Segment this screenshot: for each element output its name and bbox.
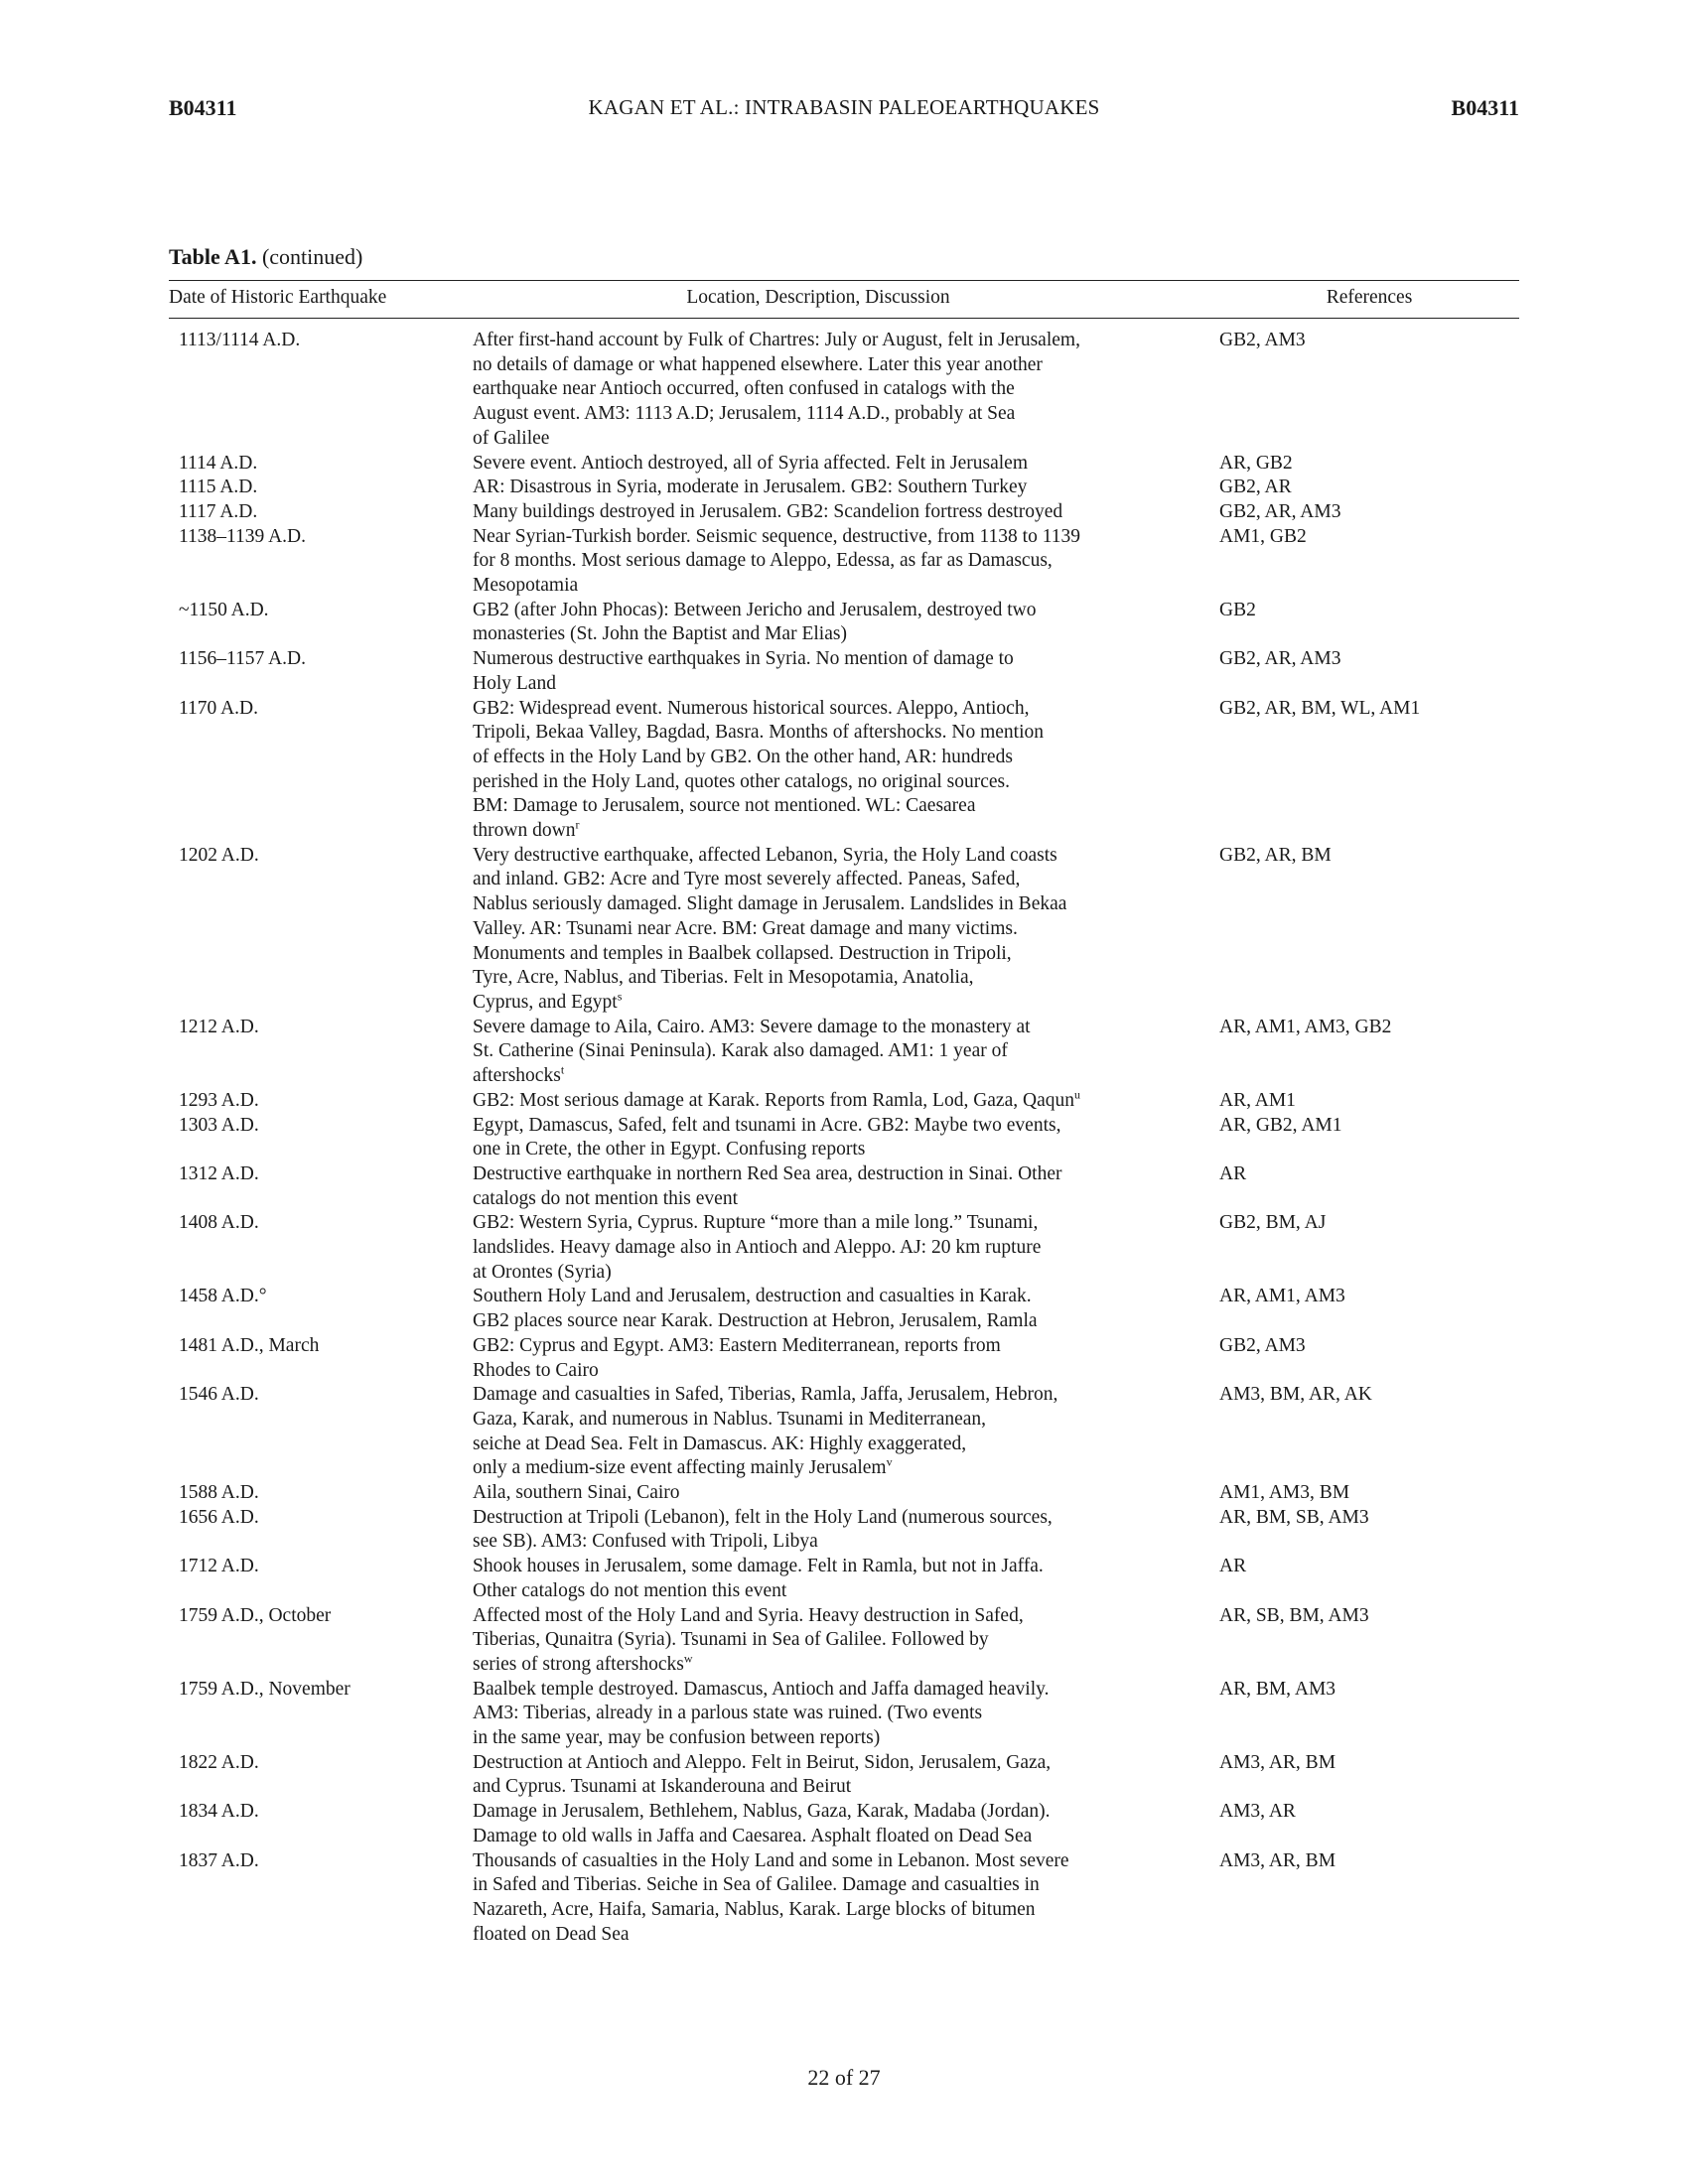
row-references: GB2, AR, AM3 xyxy=(1219,648,1341,670)
table-row xyxy=(169,844,1519,1016)
row-references: AR, AM1 xyxy=(1219,1089,1296,1111)
row-references: AM1, GB2 xyxy=(1219,525,1307,547)
row-references: AR, GB2, AM1 xyxy=(1219,1114,1342,1136)
row-date: 1293 A.D. xyxy=(179,1089,259,1111)
row-references: GB2, AR xyxy=(1219,477,1292,498)
row-description-text: GB2: Western Syria, Cyprus. Rupture “more than a mile long.” Tsunami, landslides. Heavy damage also in Antioch and Aleppo. AJ: 20 km rupture at Orontes (Syria) xyxy=(473,1212,1042,1283)
row-description xyxy=(473,452,1188,477)
row-description xyxy=(473,1114,1188,1162)
row-description-text: GB2: Cyprus and Egypt. AM3: Eastern Mediterranean, reports from Rhodes to Cairo xyxy=(473,1334,1001,1381)
row-references: AR, BM, SB, AM3 xyxy=(1219,1506,1369,1528)
row-description xyxy=(473,1555,1188,1603)
row-description-text: Damage in Jerusalem, Bethlehem, Nablus, Gaza, Karak, Madaba (Jordan). Damage to old walls in Jaffa and Caesarea. Asphalt floated on Dead Sea xyxy=(473,1801,1051,1846)
row-description-text: Severe damage to Aila, Cairo. AM3: Severe damage to the monastery at St. Catherine (Sinai Peninsula). Karak also damaged. AM1: 1 year of aftershocks xyxy=(473,1016,1031,1087)
table-row xyxy=(169,329,1519,452)
row-description xyxy=(473,647,1188,696)
row-references: AM3, AR, BM xyxy=(1219,1849,1336,1871)
row-description-text: Severe event. Antioch destroyed, all of Syria affected. Felt in Jerusalem xyxy=(473,452,1029,474)
table-row xyxy=(169,1089,1519,1114)
footnote-marker: u xyxy=(1073,1087,1080,1102)
page-number: 22 of 27 xyxy=(807,2065,881,2090)
table-row xyxy=(169,1114,1519,1162)
row-references: GB2, AR, BM, WL, AM1 xyxy=(1219,697,1421,719)
footnote-marker: t xyxy=(560,1062,565,1077)
table-row xyxy=(169,1334,1519,1383)
row-description-text: Destruction at Tripoli (Lebanon), felt in the Holy Land (numerous sources, see SB). AM3: Confused with Tripoli, Libya xyxy=(473,1506,1053,1553)
row-date: 1312 A.D. xyxy=(179,1162,259,1184)
article-id-left: B04311 xyxy=(169,95,237,120)
row-references: AM1, AM3, BM xyxy=(1219,1482,1350,1504)
footnote-marker: w xyxy=(683,1651,693,1666)
row-description xyxy=(473,476,1188,500)
row-description-text: GB2 (after John Phocas): Between Jericho and Jerusalem, destroyed two monasteries (St. John the Baptist and Mar Elias) xyxy=(473,599,1037,645)
table-row xyxy=(169,525,1519,599)
row-description xyxy=(473,1800,1188,1848)
row-references: GB2 xyxy=(1219,599,1256,620)
row-description-text: Numerous destructive earthquakes in Syria. No mention of damage to Holy Land xyxy=(473,648,1014,694)
running-title: KAGAN ET AL.: INTRABASIN PALEOEARTHQUAKES xyxy=(588,95,1100,119)
row-description xyxy=(473,1604,1188,1678)
table-row xyxy=(169,1604,1519,1678)
table-row xyxy=(169,476,1519,500)
row-description xyxy=(473,1016,1188,1089)
row-description xyxy=(473,1285,1188,1333)
row-references: GB2, BM, AJ xyxy=(1219,1212,1327,1234)
column-header-description: Location, Description, Discussion xyxy=(686,287,950,308)
row-date: 1303 A.D. xyxy=(179,1114,259,1136)
row-description-text: Many buildings destroyed in Jerusalem. GB2: Scandelion fortress destroyed xyxy=(473,500,1063,522)
table-row xyxy=(169,647,1519,696)
row-references: AM3, AR, BM xyxy=(1219,1751,1336,1773)
table-caption-label: Table A1. xyxy=(169,244,257,269)
row-description-text: After first-hand account by Fulk of Chartres: July or August, felt in Jerusalem, no details of damage or what happened elsewhere. Later this year another earthquake near Antioch occurred, often confused in catalogs with the August event. AM3: 1113 A.D; Jerusalem, 1114 A.D., probably at Sea of Galilee xyxy=(473,330,1080,449)
table-row xyxy=(169,1481,1519,1506)
table-row xyxy=(169,1555,1519,1603)
table-row xyxy=(169,1678,1519,1751)
row-date: 1114 A.D. xyxy=(179,452,258,474)
row-description xyxy=(473,599,1188,647)
running-header xyxy=(169,95,1519,125)
row-description xyxy=(473,1751,1188,1800)
table-row xyxy=(169,1751,1519,1800)
row-references: GB2, AR, AM3 xyxy=(1219,500,1341,522)
table-row xyxy=(169,1849,1519,1948)
row-date: 1408 A.D. xyxy=(179,1212,259,1234)
column-header-references: References xyxy=(1326,287,1413,308)
row-date: 1117 A.D. xyxy=(179,500,258,522)
row-description xyxy=(473,329,1188,452)
row-description xyxy=(473,697,1188,844)
row-references: AR, SB, BM, AM3 xyxy=(1219,1604,1369,1626)
table-body xyxy=(169,329,1519,1947)
column-header-date: Date of Historic Earthquake xyxy=(169,287,387,308)
row-date: 1202 A.D. xyxy=(179,844,259,866)
table-row xyxy=(169,697,1519,844)
row-date: 1156–1157 A.D. xyxy=(179,648,307,670)
row-description xyxy=(473,1506,1188,1555)
row-references: AR, AM1, AM3 xyxy=(1219,1286,1345,1307)
row-description-text: Thousands of casualties in the Holy Land and some in Lebanon. Most severe in Safed and Tiberias. Seiche in Sea of Galilee. Damage and casualties in Nazareth, Acre, Haifa, Samaria, Nablus, Karak. Large blocks of bitumen floated on Dead Sea xyxy=(473,1849,1069,1945)
article-id-right: B04311 xyxy=(1451,95,1519,120)
row-references: AM3, AR xyxy=(1219,1801,1296,1823)
row-references: AR, AM1, AM3, GB2 xyxy=(1219,1016,1392,1037)
row-references: AR, GB2 xyxy=(1219,452,1293,474)
row-date: 1834 A.D. xyxy=(179,1801,259,1823)
row-description xyxy=(473,844,1188,1016)
row-references: GB2, AM3 xyxy=(1219,1334,1306,1356)
row-description xyxy=(473,1678,1188,1751)
row-description-text: Southern Holy Land and Jerusalem, destruction and casualties in Karak. GB2 places source near Karak. Destruction at Hebron, Jerusalem, Ramla xyxy=(473,1286,1038,1332)
row-description-text: AR: Disastrous in Syria, moderate in Jerusalem. GB2: Southern Turkey xyxy=(473,477,1028,498)
row-references: AR xyxy=(1219,1162,1247,1184)
footnote-marker: v xyxy=(886,1454,893,1469)
row-date: 1546 A.D. xyxy=(179,1384,259,1406)
table-row xyxy=(169,1016,1519,1089)
row-date: 1113/1114 A.D. xyxy=(179,330,301,350)
footnote-marker: s xyxy=(617,989,623,1004)
row-description-text: Egypt, Damascus, Safed, felt and tsunami in Acre. GB2: Maybe two events, one in Crete, the other in Egypt. Confusing reports xyxy=(473,1114,1061,1160)
row-description xyxy=(473,525,1188,599)
table-row xyxy=(169,1211,1519,1285)
row-date: 1656 A.D. xyxy=(179,1506,259,1528)
row-date: 1212 A.D. xyxy=(179,1016,259,1037)
row-date: 1759 A.D., November xyxy=(179,1678,351,1700)
row-date: 1115 A.D. xyxy=(179,477,258,498)
row-date: 1759 A.D., October xyxy=(179,1604,332,1626)
row-description xyxy=(473,1334,1188,1383)
row-description-text: GB2: Most serious damage at Karak. Reports from Ramla, Lod, Gaza, Qaqun xyxy=(473,1089,1074,1111)
table-header-rule xyxy=(169,318,1519,319)
table-caption xyxy=(169,244,362,270)
row-date: 1588 A.D. xyxy=(179,1482,259,1504)
row-description-text: GB2: Widespread event. Numerous historical sources. Aleppo, Antioch, Tripoli, Bekaa Valley, Bagdad, Basra. Months of aftershocks. No mention of effects in the Holy Land by GB2. On the other hand, AR: hundreds perished in the Holy Land, quotes other catalogs, no original sources. BM: Damage to Jerusalem, source not mentioned. WL: Caesarea thrown down xyxy=(473,697,1044,842)
table-row xyxy=(169,1506,1519,1555)
row-description xyxy=(473,1211,1188,1285)
row-description xyxy=(473,1481,1188,1506)
table-caption-note: (continued) xyxy=(261,244,363,269)
row-date: ~1150 A.D. xyxy=(179,599,269,620)
row-references: AM3, BM, AR, AK xyxy=(1219,1384,1372,1406)
row-description xyxy=(473,500,1188,525)
row-description-text: Affected most of the Holy Land and Syria. Heavy destruction in Safed, Tiberias, Qunaitra (Syria). Tsunami in Sea of Galilee. Followed by series of strong aftershocks xyxy=(473,1604,1024,1675)
row-description xyxy=(473,1383,1188,1481)
row-description xyxy=(473,1849,1188,1948)
row-references: GB2, AM3 xyxy=(1219,330,1306,350)
row-description-text: Very destructive earthquake, affected Lebanon, Syria, the Holy Land coasts and inland. GB2: Acre and Tyre most severely affected. Paneas, Safed, Nablus seriously damaged. Slight damage in Jerusalem. Landslides in Bekaa Valley. AR: Tsunami near Acre. BM: Great damage and many victims. Monuments and temples in Baalbek collapsed. Destruction in Tripoli, Tyre, Acre, Nablus, and Tiberias. Felt in Mesopotamia, Anatolia, Cyprus, and Egypt xyxy=(473,844,1067,1013)
row-date: 1170 A.D. xyxy=(179,697,258,719)
row-references: GB2, AR, BM xyxy=(1219,844,1332,866)
table-row xyxy=(169,599,1519,647)
row-description-text: Destruction at Antioch and Aleppo. Felt in Beirut, Sidon, Jerusalem, Gaza, and Cyprus. Tsunami at Iskanderouna and Beirut xyxy=(473,1751,1052,1798)
row-date: 1837 A.D. xyxy=(179,1849,259,1871)
table-row xyxy=(169,1162,1519,1211)
row-description-text: Shook houses in Jerusalem, some damage. Felt in Ramla, but not in Jaffa. Other catalogs do not mention this event xyxy=(473,1556,1044,1601)
row-references: AR xyxy=(1219,1556,1247,1577)
table-row xyxy=(169,1383,1519,1481)
table-row xyxy=(169,500,1519,525)
row-date: 1712 A.D. xyxy=(179,1556,259,1577)
row-date: 1822 A.D. xyxy=(179,1751,259,1773)
footnote-marker: r xyxy=(575,817,580,832)
row-date: 1138–1139 A.D. xyxy=(179,525,307,547)
row-references: AR, BM, AM3 xyxy=(1219,1678,1336,1700)
table-row xyxy=(169,1800,1519,1848)
row-description xyxy=(473,1089,1188,1114)
row-description-text: Aila, southern Sinai, Cairo xyxy=(473,1482,680,1504)
table-row xyxy=(169,452,1519,477)
table-top-rule xyxy=(169,280,1519,281)
row-description xyxy=(473,1162,1188,1211)
row-description-text: Baalbek temple destroyed. Damascus, Antioch and Jaffa damaged heavily. AM3: Tiberias, already in a parlous state was ruined. (Two events in the same year, may be confusion between reports) xyxy=(473,1678,1050,1749)
row-description-text: Destructive earthquake in northern Red Sea area, destruction in Sinai. Other catalogs do not mention this event xyxy=(473,1162,1062,1209)
row-date: 1458 A.D.° xyxy=(179,1286,267,1307)
row-description-text: Damage and casualties in Safed, Tiberias, Ramla, Jaffa, Jerusalem, Hebron, Gaza, Karak, and numerous in Nablus. Tsunami in Mediterranean, seiche at Dead Sea. Felt in Damascus. AK: Highly exaggerated, only a medium-size event affecting mainly Jerusalem xyxy=(473,1384,1058,1479)
row-date: 1481 A.D., March xyxy=(179,1334,320,1356)
table-row xyxy=(169,1285,1519,1333)
row-description-text: Near Syrian-Turkish border. Seismic sequence, destructive, from 1138 to 1139 for 8 months. Most serious damage to Aleppo, Edessa, as far as Damascus, Mesopotamia xyxy=(473,525,1080,597)
